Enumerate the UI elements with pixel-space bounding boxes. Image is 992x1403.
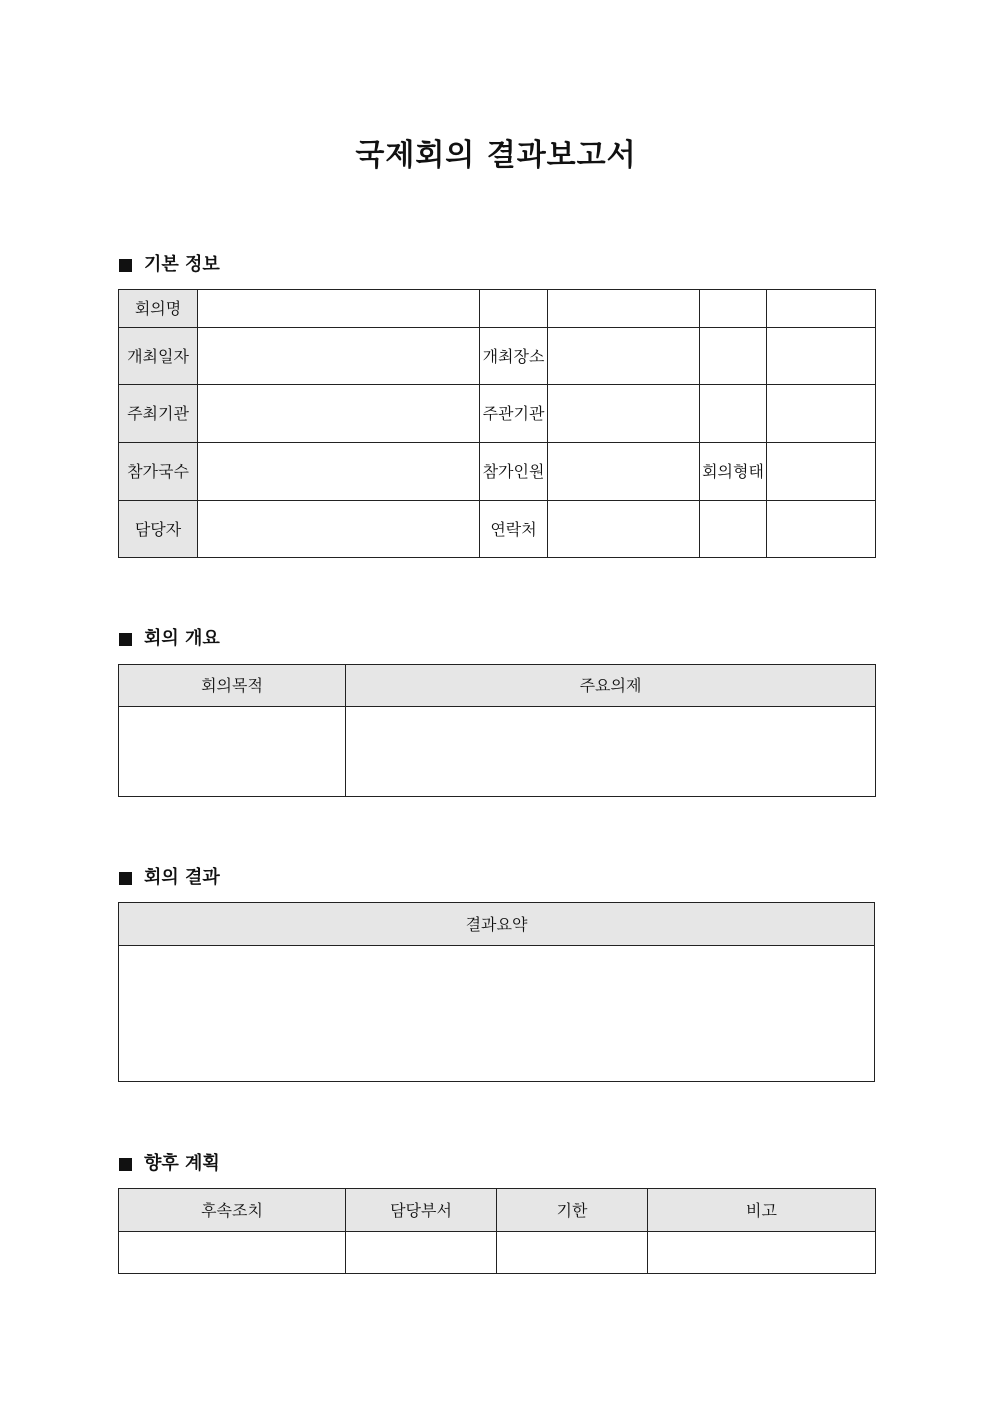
label-format: 회의형태 bbox=[700, 443, 767, 501]
overview-table bbox=[118, 664, 876, 797]
remarks-field[interactable] bbox=[648, 1232, 876, 1274]
square-bullet-icon bbox=[119, 259, 132, 272]
column-header-purpose: 회의목적 bbox=[119, 665, 346, 707]
empty-cell[interactable] bbox=[700, 290, 767, 328]
label-participants: 참가인원 bbox=[480, 443, 548, 501]
column-header-department: 담당부서 bbox=[346, 1189, 497, 1232]
countries-field[interactable] bbox=[198, 443, 480, 501]
empty-cell[interactable] bbox=[767, 501, 876, 558]
organizer-field[interactable] bbox=[548, 385, 700, 443]
venue-field[interactable] bbox=[548, 328, 700, 385]
section-title: 향후 계획 bbox=[144, 1153, 220, 1174]
label-host: 주최기관 bbox=[119, 385, 198, 443]
empty-cell[interactable] bbox=[700, 385, 767, 443]
section-heading-result bbox=[119, 866, 220, 890]
empty-cell[interactable] bbox=[700, 328, 767, 385]
purpose-field[interactable] bbox=[119, 707, 346, 797]
label-organizer: 주관기관 bbox=[480, 385, 548, 443]
label-venue: 개최장소 bbox=[480, 328, 548, 385]
department-field[interactable] bbox=[346, 1232, 497, 1274]
followup-field[interactable] bbox=[119, 1232, 346, 1274]
page-title: 국제회의 결과보고서 bbox=[355, 138, 637, 173]
empty-cell[interactable] bbox=[767, 328, 876, 385]
contact-field[interactable] bbox=[548, 501, 700, 558]
empty-cell[interactable] bbox=[548, 290, 700, 328]
summary-field[interactable] bbox=[119, 946, 875, 1082]
column-header-deadline: 기한 bbox=[497, 1189, 648, 1232]
result-table bbox=[118, 902, 875, 1082]
basic-info-table bbox=[118, 289, 876, 558]
square-bullet-icon bbox=[119, 1158, 132, 1171]
plan-table bbox=[118, 1188, 876, 1274]
column-header-remarks: 비고 bbox=[648, 1189, 876, 1232]
label-contact: 연락처 bbox=[480, 501, 548, 558]
square-bullet-icon bbox=[119, 633, 132, 646]
column-header-followup: 후속조치 bbox=[119, 1189, 346, 1232]
agenda-field[interactable] bbox=[346, 707, 876, 797]
label-meeting-name: 회의명 bbox=[119, 290, 198, 328]
format-field[interactable] bbox=[767, 443, 876, 501]
empty-cell[interactable] bbox=[700, 501, 767, 558]
column-header-summary: 결과요약 bbox=[119, 903, 875, 946]
empty-cell[interactable] bbox=[767, 385, 876, 443]
section-title: 회의 결과 bbox=[144, 867, 220, 888]
meeting-name-field[interactable] bbox=[198, 290, 480, 328]
participants-field[interactable] bbox=[548, 443, 700, 501]
section-heading-basic bbox=[119, 253, 220, 277]
label-manager: 담당자 bbox=[119, 501, 198, 558]
manager-field[interactable] bbox=[198, 501, 480, 558]
section-title: 회의 개요 bbox=[144, 628, 220, 649]
label-date: 개최일자 bbox=[119, 328, 198, 385]
empty-cell[interactable] bbox=[480, 290, 548, 328]
column-header-agenda: 주요의제 bbox=[346, 665, 876, 707]
section-heading-plan bbox=[119, 1152, 220, 1176]
section-heading-overview bbox=[119, 627, 220, 651]
section-title: 기본 정보 bbox=[144, 254, 220, 275]
deadline-field[interactable] bbox=[497, 1232, 648, 1274]
date-field[interactable] bbox=[198, 328, 480, 385]
label-countries: 참가국수 bbox=[119, 443, 198, 501]
square-bullet-icon bbox=[119, 872, 132, 885]
host-field[interactable] bbox=[198, 385, 480, 443]
empty-cell[interactable] bbox=[767, 290, 876, 328]
